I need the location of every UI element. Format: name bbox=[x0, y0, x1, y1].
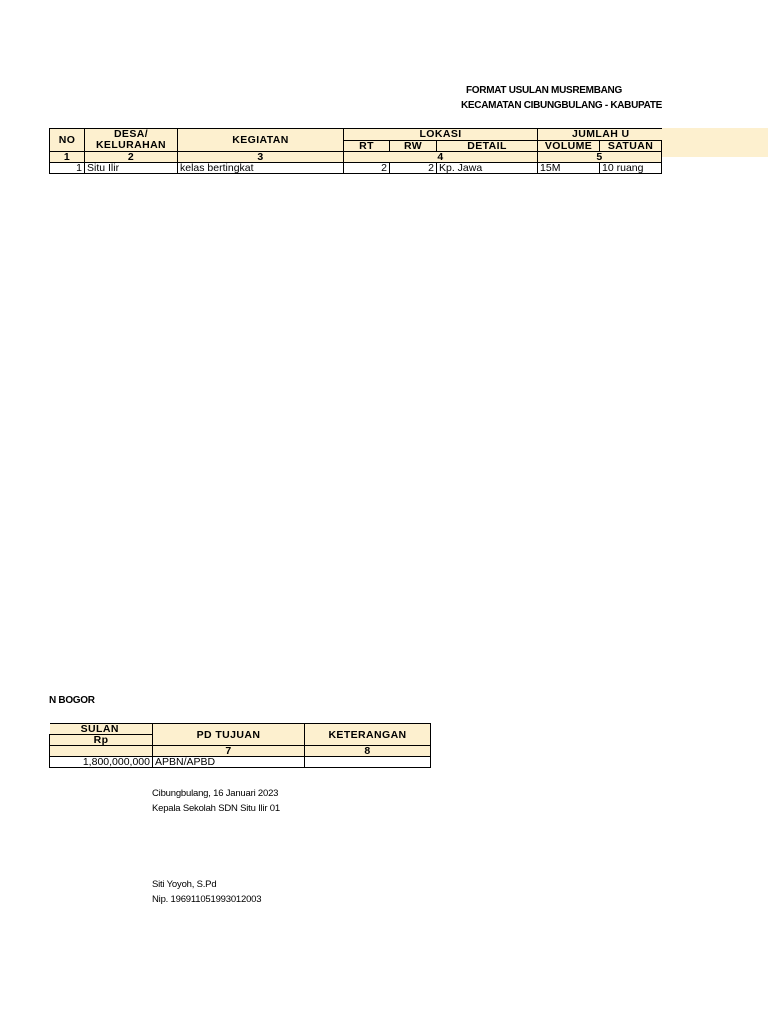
table-row bbox=[50, 163, 662, 174]
page-title-continued: N BOGOR bbox=[49, 695, 95, 706]
signature-name: Siti Yoyoh, S.Pd bbox=[152, 879, 217, 890]
cell-desa: Situ Ilir bbox=[85, 163, 178, 174]
page-title: FORMAT USULAN MUSREMBANG bbox=[466, 85, 622, 96]
header-volume: VOLUME bbox=[538, 140, 600, 152]
header-num-7: 7 bbox=[153, 746, 305, 757]
header-pd-tujuan: PD TUJUAN bbox=[153, 724, 305, 746]
header-num-6-empty bbox=[50, 746, 153, 757]
signature-position: Kepala Sekolah SDN Situ Ilir 01 bbox=[152, 803, 280, 814]
cell-keterangan bbox=[305, 757, 431, 768]
header-num-1: 1 bbox=[50, 152, 85, 163]
cell-no: 1 bbox=[50, 163, 85, 174]
header-desa-line2: KELURAHAN bbox=[95, 139, 167, 151]
header-desa bbox=[85, 129, 178, 152]
header-rw: RW bbox=[390, 140, 437, 152]
cell-kegiatan: kelas bertingkat bbox=[178, 163, 344, 174]
header-num-4: 4 bbox=[344, 152, 538, 163]
header-fill-overflow bbox=[661, 128, 768, 157]
header-desa-line1: DESA/ bbox=[113, 128, 149, 140]
cell-volume: 15M bbox=[538, 163, 600, 174]
header-rp: Rp bbox=[50, 735, 153, 746]
header-no: NO bbox=[50, 129, 85, 152]
signature-place-date: Cibungbulang, 16 Januari 2023 bbox=[152, 788, 279, 799]
cell-detail: Kp. Jawa bbox=[437, 163, 538, 174]
header-rt: RT bbox=[344, 140, 390, 152]
budget-table bbox=[49, 723, 431, 768]
header-keterangan: KETERANGAN bbox=[305, 724, 431, 746]
proposal-table bbox=[49, 128, 662, 174]
header-lokasi: LOKASI bbox=[344, 129, 538, 141]
header-kegiatan: KEGIATAN bbox=[178, 129, 344, 152]
header-detail: DETAIL bbox=[437, 140, 538, 152]
header-satuan: SATUAN bbox=[600, 140, 662, 152]
cell-rt: 2 bbox=[344, 163, 390, 174]
header-jumlah: JUMLAH U bbox=[538, 129, 662, 141]
header-num-2: 2 bbox=[85, 152, 178, 163]
table-row bbox=[50, 757, 431, 768]
cell-rw: 2 bbox=[390, 163, 437, 174]
signature-nip: Nip. 196911051993012003 bbox=[152, 894, 262, 905]
page-subtitle: KECAMATAN CIBUNGBULANG - KABUPATE bbox=[461, 100, 663, 111]
cell-satuan: 10 ruang bbox=[600, 163, 662, 174]
cell-rp: 1,800,000,000 bbox=[50, 757, 153, 768]
cell-pd-tujuan: APBN/APBD bbox=[153, 757, 305, 768]
header-num-5: 5 bbox=[538, 152, 662, 163]
header-num-8: 8 bbox=[305, 746, 431, 757]
header-num-3: 3 bbox=[178, 152, 344, 163]
header-usulan: SULAN bbox=[50, 724, 153, 735]
